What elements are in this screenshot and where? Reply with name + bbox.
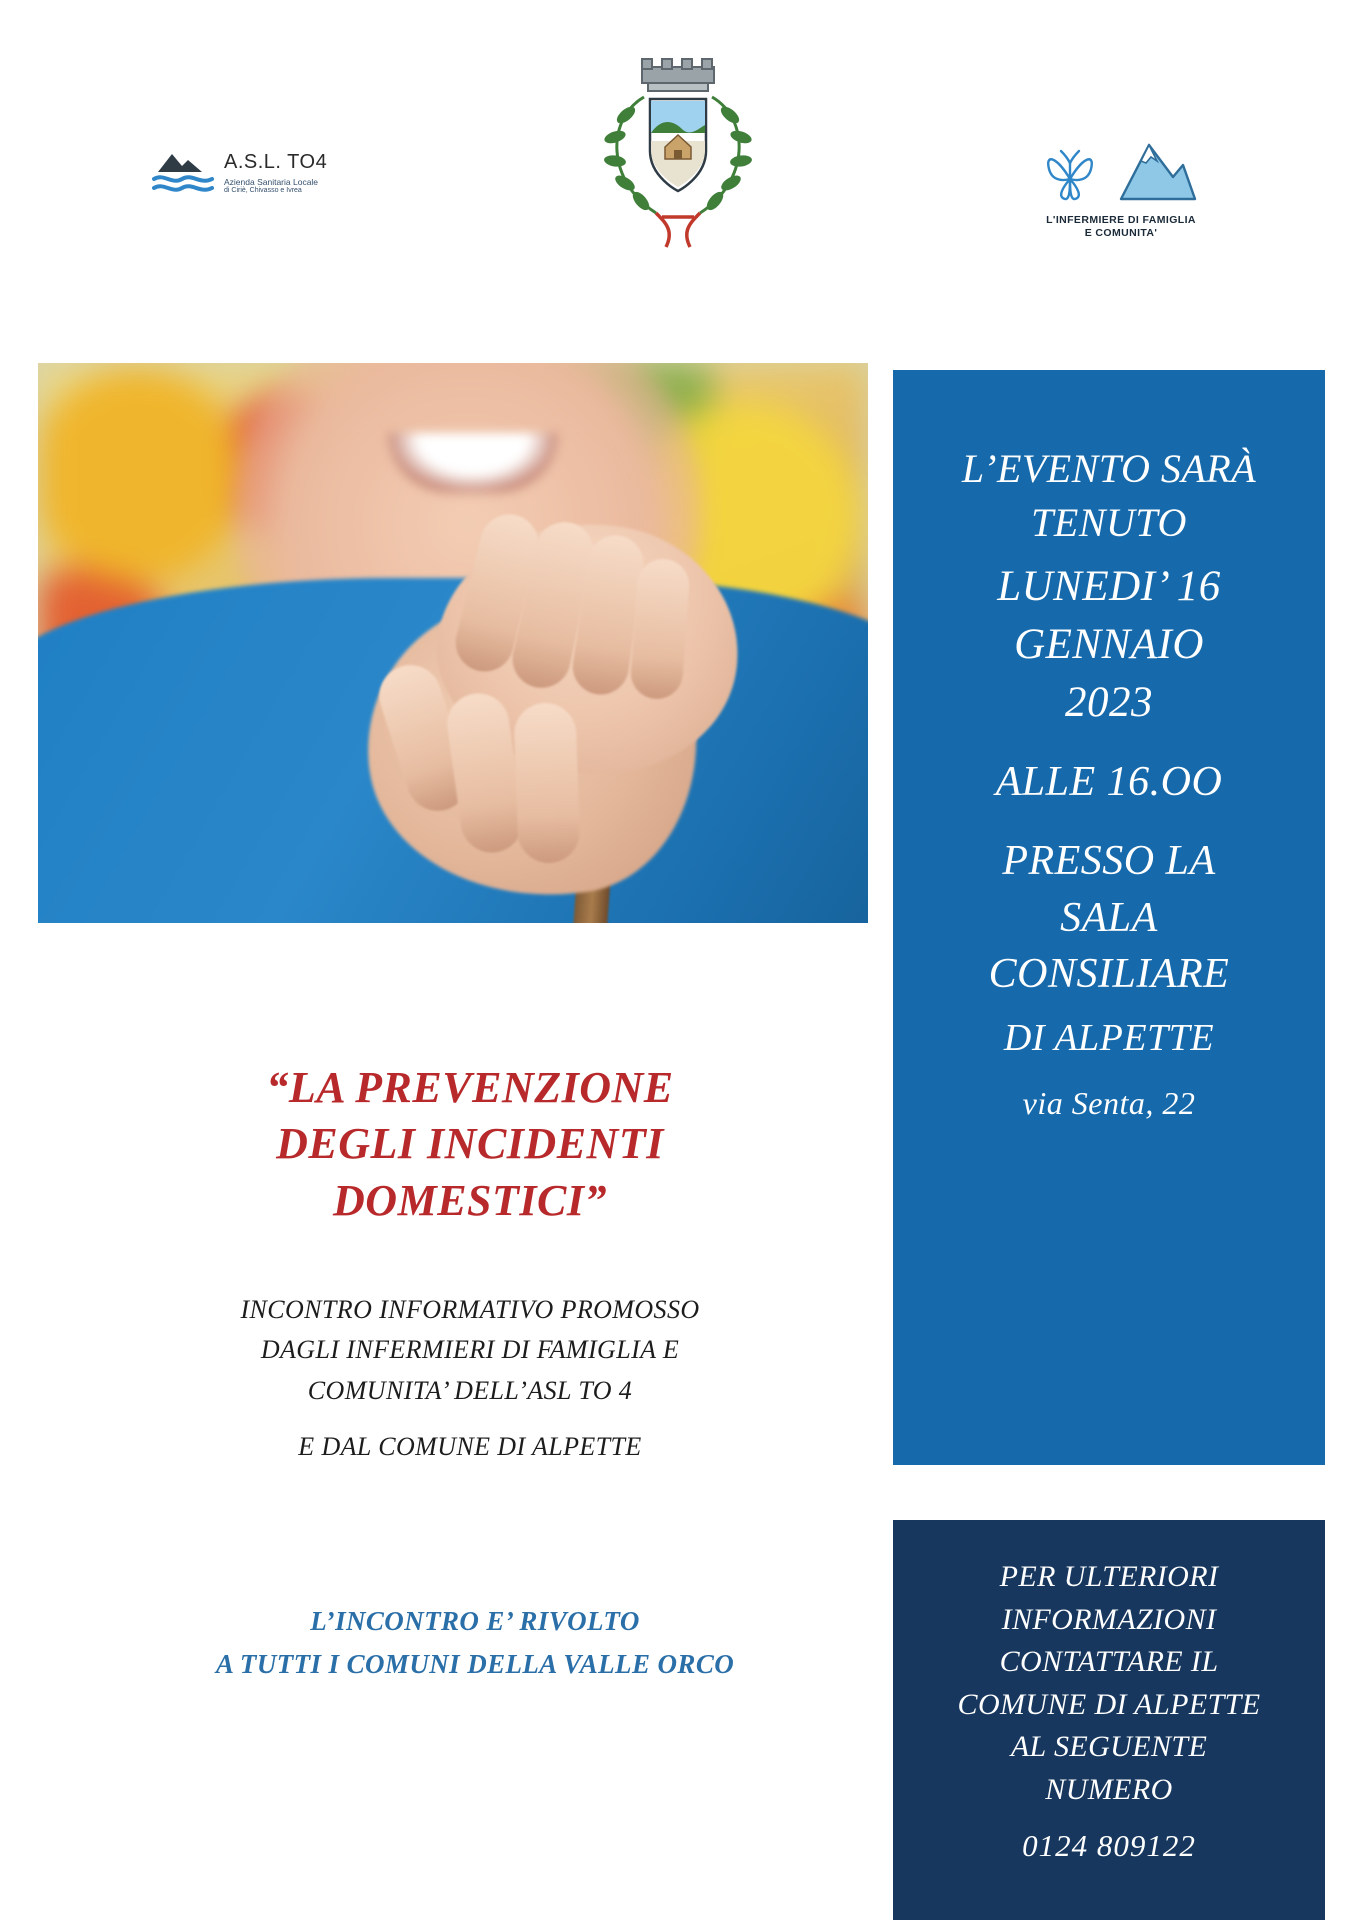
- contact-info-panel: [893, 1520, 1325, 1920]
- contact-line-3: CONTATTARE IL: [999, 1645, 1219, 1679]
- contact-phone-number[interactable]: 0124 809122: [1022, 1827, 1196, 1863]
- poster-subtitle-line-1: INCONTRO INFORMATIVO PROMOSSO: [240, 1295, 700, 1324]
- butterfly-icon: [1041, 143, 1099, 210]
- mountain-icon: [1113, 139, 1201, 210]
- event-line-9: CONSILIARE: [988, 951, 1230, 998]
- contact-line-4: COMUNE DI ALPETTE: [957, 1687, 1261, 1721]
- poster-subtitle: [110, 1290, 830, 1467]
- poster-audience: [95, 1600, 855, 1686]
- asl-subtitle-1: Azienda Sanitaria Locale: [224, 177, 319, 187]
- ifec-caption-line-2: E COMUNITA': [1084, 227, 1158, 240]
- contact-line-1: PER ULTERIORI: [999, 1560, 1219, 1593]
- asl-to4-logo: [152, 150, 392, 196]
- contact-line-5: AL SEGUENTE: [1010, 1730, 1208, 1764]
- event-line-5: 2023: [1065, 679, 1153, 727]
- event-line-3: LUNEDI’ 16: [997, 563, 1221, 610]
- poster-title-line-3: DOMESTICI”: [333, 1175, 607, 1225]
- photo-finger-4: [629, 557, 691, 700]
- elderly-hands-photo: [38, 363, 868, 923]
- asl-wave-mountain-icon: [152, 150, 214, 196]
- event-line-1: L’EVENTO SARÀ: [961, 446, 1257, 491]
- ifec-caption-line-1: L'INFERMIERE DI FAMIGLIA: [1046, 214, 1196, 226]
- poster-subtitle-line-2: DAGLI INFERMIERI DI FAMIGLIA E: [260, 1335, 680, 1365]
- poster-subtitle-line-4: E DAL COMUNE DI ALPETTE: [298, 1431, 642, 1461]
- photo-finger-7: [513, 702, 581, 864]
- contact-line-6: NUMERO: [1045, 1772, 1173, 1806]
- event-location: DI ALPETTE: [1003, 1016, 1215, 1059]
- ifec-caption: [1006, 214, 1236, 240]
- asl-text-block: [224, 150, 327, 196]
- poster-title-line-1: “LA PREVENZIONE: [266, 1063, 674, 1112]
- event-line-7: PRESSO LA: [1002, 837, 1216, 884]
- comune-crest-icon: [570, 55, 785, 255]
- event-time: ALLE 16.OO: [995, 759, 1223, 806]
- poster-title-line-2: DEGLI INCIDENTI: [276, 1119, 664, 1169]
- poster-title: [120, 1060, 820, 1229]
- event-details-panel: [893, 370, 1325, 1465]
- event-line-4: GENNAIO: [1014, 621, 1204, 669]
- poster-audience-line-1: L’INCONTRO E’ RIVOLTO: [310, 1606, 640, 1636]
- poster-subtitle-line-3: COMUNITA’ DELL’ASL TO 4: [307, 1375, 633, 1405]
- asl-subtitle-2: di Ciriè, Chivasso e Ivrea: [224, 187, 302, 195]
- poster-audience-line-2: A TUTTI I COMUNI DELLA VALLE ORCO: [215, 1649, 735, 1680]
- event-address: via Senta, 22: [1022, 1085, 1196, 1122]
- contact-line-2: INFORMAZIONI: [1001, 1602, 1217, 1636]
- ifec-marks: [1006, 140, 1236, 210]
- event-line-2: TENUTO: [1031, 500, 1187, 545]
- event-line-8: SALA: [1060, 894, 1158, 941]
- poster-header: [0, 0, 1356, 290]
- ifec-logo: [1006, 140, 1236, 240]
- asl-title: A.S.L. TO4: [224, 151, 328, 173]
